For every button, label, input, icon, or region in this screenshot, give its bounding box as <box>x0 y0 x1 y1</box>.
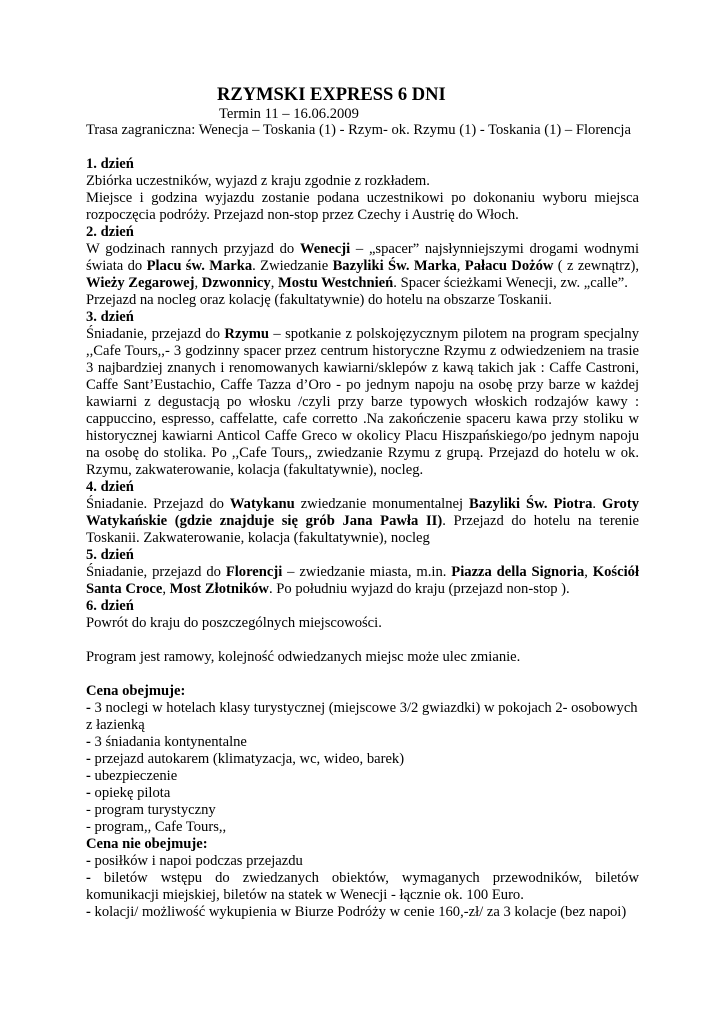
list-item: - posiłków i napoi podczas przejazdu <box>86 853 303 869</box>
price-includes-list <box>86 700 639 836</box>
document-body <box>86 84 639 921</box>
place-name: Bazyliki Św. Marka <box>332 258 457 274</box>
list-item: - program turystyczny <box>86 802 216 818</box>
day-5-heading: 5. dzień <box>86 547 134 563</box>
list-item: - 3 śniadania kontynentalne <box>86 734 247 750</box>
day-4-text: Śniadanie. Przejazd do Watykanu zwiedzanie monumentalnej Bazyliki Św. Piotra. Groty Watykańskie (gdzie znajduje się grób Jana Pawła II). Przejazd do hotelu na terenie Toskanii. Zakwaterowanie, kolacja (fakultatywnie), nocleg <box>86 496 640 546</box>
day-2-text: W godzinach rannych przyjazd do Wenecji – „spacer” najsłynniejszymi drogami wodnymi świata do Placu św. Marka. Zwiedzanie Bazyliki Św. Marka, Pałacu Dożów ( z zewnątrz), Wieży Zegarowej, Dzwonnicy, Mostu Westchnień. Spacer ścieżkami Wenecji, zw. „calle”. <box>86 241 639 291</box>
place-name: Florencji <box>225 564 283 580</box>
day-5-text: Śniadanie, przejazd do Florencji – zwiedzanie miasta, m.in. Piazza della Signoria, Kościół Santa Croce, Most Złotników. Po południu wyjazd do kraju (przejazd non-stop ). <box>86 564 639 597</box>
place-name: Wenecji <box>299 241 351 257</box>
day-6-text: Powrót do kraju do poszczególnych miejscowości. <box>86 615 382 631</box>
document-title: RZYMSKI EXPRESS 6 DNI <box>217 85 446 105</box>
list-item: - kolacji/ możliwość wykupienia w Biurze Podróży w cenie 160,-zł/ za 3 kolacje (bez napoi) <box>86 904 627 920</box>
day-2-heading: 2. dzień <box>86 224 134 240</box>
list-item: - przejazd autokarem (klimatyzacja, wc, wideo, barek) <box>86 751 405 767</box>
list-item: - 3 noclegi w hotelach klasy turystycznej (miejscowe 3/2 gwiazdki) w pokojach 2- osobowych z łazienką <box>86 700 638 733</box>
place-name: Piazza della Signoria <box>451 564 585 580</box>
place-name: Wieży Zegarowej <box>86 275 195 291</box>
place-name: Dzwonnicy <box>201 275 271 291</box>
place-name: Placu św. Marka <box>146 258 253 274</box>
day-1-text: Miejsce i godzina wyjazdu zostanie podana uczestnikowi po dokonaniu wyboru miejsca rozpoczęcia podróży. Przejazd non-stop przez Czechy i Austrię do Włoch. <box>86 190 639 223</box>
list-item: - opiekę pilota <box>86 785 171 801</box>
place-name: Most Złotników <box>169 581 269 597</box>
route-line: Trasa zagraniczna: Wenecja – Toskania (1) - Rzym- ok. Rzymu (1) - Toskania (1) – Florencja <box>86 122 631 138</box>
place-name: Kościół Santa Croce <box>86 564 639 597</box>
price-excludes-list <box>86 853 639 921</box>
program-note: Program jest ramowy, kolejność odwiedzanych miejsc może ulec zmianie. <box>86 649 521 665</box>
day-2-text: Przejazd na nocleg oraz kolację (fakultatywnie) do hotelu na obszarze Toskanii. <box>86 292 552 308</box>
price-excludes-heading: Cena nie obejmuje: <box>86 836 208 852</box>
day-1-heading: 1. dzień <box>86 156 134 172</box>
day-3-text: Śniadanie, przejazd do Rzymu – spotkanie z polskojęzycznym pilotem na program specjalny ,,Cafe Tours,,- 3 godzinny spacer przez centrum historyczne Rzymu z odwiedzeniem na trasie 3 najbardziej znanych i renomowanych kawiarni/sklepów z kawą takich jak : Caffe Castroni, Caffe Sant’Eustachio, Caffe Tazza d’Oro - po jednym napoju na osobę przy barze w każdej kawiarni z degustacją po włosku /czyli przy barze typowych włoskich rodzajów kawy : cappuccino, espresso, caffelatte, cafe corretto .Na zakończenie spaceru kawa przy stoliku w historycznej kawiarni Anticol Caffe Greco w okolicy Placu Hiszpańskiego/po jednym napoju na osobę do stolika. Po ,,Cafe Tours,, zwiedzanie Rzymu z grupą. Przejazd do hotelu w ok. Rzymu, zakwaterowanie, kolacja (fakultatywnie), nocleg. <box>86 326 639 478</box>
day-1-text: Zbiórka uczestników, wyjazd z kraju zgodnie z rozkładem. <box>86 173 430 189</box>
place-name: Watykanu <box>229 496 295 512</box>
place-name: Mostu Westchnień <box>278 275 394 291</box>
list-item: - ubezpieczenie <box>86 768 178 784</box>
place-name: Rzymu <box>224 326 270 342</box>
term-dates: Termin 11 – 16.06.2009 <box>219 106 359 122</box>
price-includes-heading: Cena obejmuje: <box>86 683 186 699</box>
list-item: - program,, Cafe Tours,, <box>86 819 227 835</box>
day-4-heading: 4. dzień <box>86 479 134 495</box>
place-name: Pałacu Dożów <box>464 258 554 274</box>
list-item: - biletów wstępu do zwiedzanych obiektów, wymaganych przewodników, biletów komunikacji miejskiej, biletów na statek w Wenecji - łącznie ok. 100 Euro. <box>86 870 639 903</box>
day-3-heading: 3. dzień <box>86 309 134 325</box>
day-6-heading: 6. dzień <box>86 598 134 614</box>
place-name: Bazyliki Św. Piotra <box>469 496 593 512</box>
place-name: Groty Watykańskie (gdzie znajduje się grób Jana Pawła II) <box>86 496 639 529</box>
